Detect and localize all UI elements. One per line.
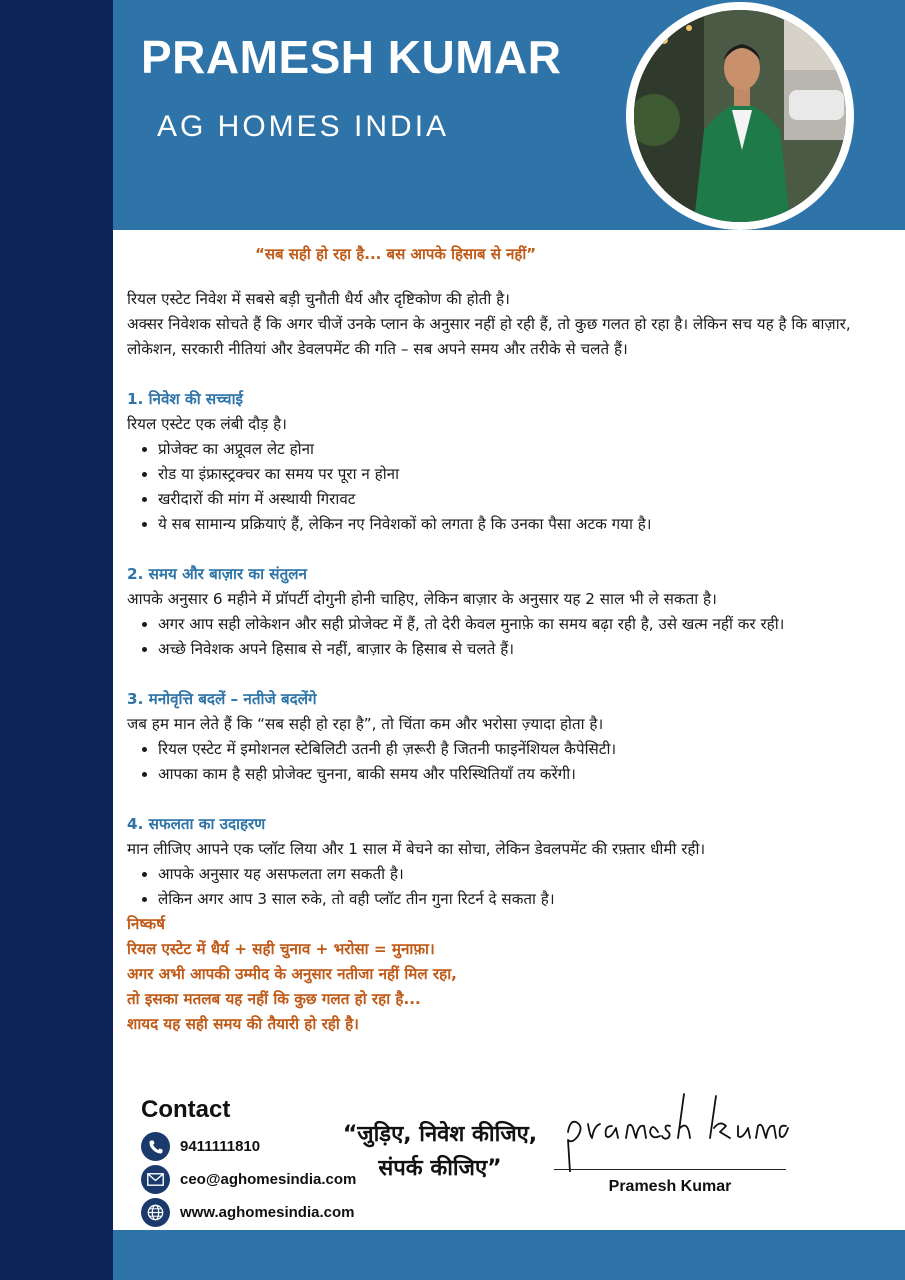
profile-photo — [634, 10, 846, 222]
list-item: • रियल एस्टेट में इमोशनल स्टेबिलिटी उतनी ही ज़रूरी है जितनी फाइनेंशियल कैपेसिटी। — [158, 737, 887, 762]
bullet-list — [127, 862, 887, 912]
list-item: • रोड या इंफ्रास्ट्रक्चर का समय पर पूरा न होना — [158, 462, 887, 487]
closing-quote — [310, 1118, 570, 1186]
intro-paragraph: रियल एस्टेट निवेश में सबसे बड़ी चुनौती धैर्य और दृष्टिकोण की होती है। — [127, 290, 510, 308]
list-item: • लेकिन अगर आप 3 साल रुके, तो वही प्लॉट तीन गुना रिटर्न दे सकता है। — [158, 887, 887, 912]
person-name: PRAMESH KUMAR — [141, 31, 562, 83]
section-heading: 2. समय और बाज़ार का संतुलन — [127, 565, 307, 583]
footer-banner — [113, 1230, 905, 1280]
left-navy-strip — [0, 0, 113, 1280]
contact-email[interactable]: ceo@aghomesindia.com — [180, 1171, 357, 1188]
article-tagline: “सब सही हो रहा है... बस आपके हिसाब से नहीं” — [255, 245, 537, 263]
conclusion-line: रियल एस्टेट में धैर्य + सही चुनाव + भरोसा = मुनाफ़ा। — [127, 940, 435, 958]
list-item: • खरीदारों की मांग में अस्थायी गिरावट — [158, 487, 887, 512]
list-item: • आपका काम है सही प्रोजेक्ट चुनना, बाकी समय और परिस्थितियाँ तय करेंगी। — [158, 762, 887, 787]
signature-line — [554, 1169, 786, 1170]
list-item: • अच्छे निवेशक अपने हिसाब से नहीं, बाज़ार के हिसाब से चलते हैं। — [158, 637, 887, 662]
contact-website-row[interactable] — [141, 1196, 401, 1229]
contact-phone[interactable]: 9411111810 — [180, 1138, 261, 1155]
globe-icon — [141, 1198, 170, 1227]
article-body — [127, 238, 887, 1037]
quote-line: संपर्क कीजिए” — [378, 1156, 502, 1181]
section-lead: मान लीजिए आपने एक प्लॉट लिया और 1 साल में बेचने का सोचा, लेकिन डेवलपमेंट की रफ़्तार धीमी रही। — [127, 840, 706, 858]
conclusion-line: शायद यह सही समय की तैयारी हो रही है। — [127, 1015, 359, 1033]
section-lead: जब हम मान लेते हैं कि “सब सही हो रहा है”, तो चिंता कम और भरोसा ज़्यादा होता है। — [127, 715, 604, 733]
list-item: • अगर आप सही लोकेशन और सही प्रोजेक्ट में हैं, तो देरी केवल मुनाफ़े का समय बढ़ा रही है, उसे खत्म नहीं कर रही। — [158, 612, 887, 637]
list-item: • ये सब सामान्य प्रक्रियाएं हैं, लेकिन नए निवेशकों को लगता है कि उनका पैसा अटक गया है। — [158, 512, 887, 537]
envelope-icon — [141, 1165, 170, 1194]
signatory-name: Pramesh Kumar — [608, 1178, 732, 1195]
quote-line: “जुड़िए, निवेश कीजिए, — [342, 1122, 538, 1147]
section-lead: रियल एस्टेट एक लंबी दौड़ है। — [127, 415, 287, 433]
section-heading: 1. निवेश की सच्चाई — [127, 390, 243, 408]
header-banner — [113, 0, 905, 230]
list-item: • आपके अनुसार यह असफलता लग सकती है। — [158, 862, 887, 887]
conclusion-heading: निष्कर्ष — [127, 915, 165, 933]
list-item: • प्रोजेक्ट का अप्रूवल लेट होना — [158, 437, 887, 462]
company-name: AG HOMES INDIA — [157, 110, 450, 143]
conclusion-line: अगर अभी आपकी उम्मीद के अनुसार नतीजा नहीं मिल रहा, — [127, 965, 457, 983]
section-lead: आपके अनुसार 6 महीने में प्रॉपर्टी दोगुनी होनी चाहिए, लेकिन बाज़ार के अनुसार यह 2 साल भी ले सकता है। — [127, 590, 717, 608]
bullet-list — [127, 612, 887, 662]
bullet-list — [127, 437, 887, 537]
conclusion-line: तो इसका मतलब यह नहीं कि कुछ गलत हो रहा है... — [127, 990, 421, 1008]
bullet-list — [127, 737, 887, 787]
handwritten-signature — [560, 1092, 790, 1172]
phone-icon — [141, 1132, 170, 1161]
contact-title: Contact — [141, 1096, 231, 1123]
section-heading: 3. मनोवृत्ति बदलें – नतीजे बदलेंगे — [127, 690, 317, 708]
contact-website[interactable]: www.aghomesindia.com — [180, 1204, 355, 1221]
section-heading: 4. सफलता का उदाहरण — [127, 815, 266, 833]
intro-paragraph: अक्सर निवेशक सोचते हैं कि अगर चीजें उनके प्लान के अनुसार नहीं हो रही हैं, तो कुछ गलत हो रहा है। लेकिन सच यह है कि बाज़ार, लोकेशन, सरकारी नीतियां और डेवलपमेंट की गति – सब अपने समय और तरीके से चलते हैं। — [127, 315, 851, 358]
profile-photo-frame — [626, 2, 854, 230]
